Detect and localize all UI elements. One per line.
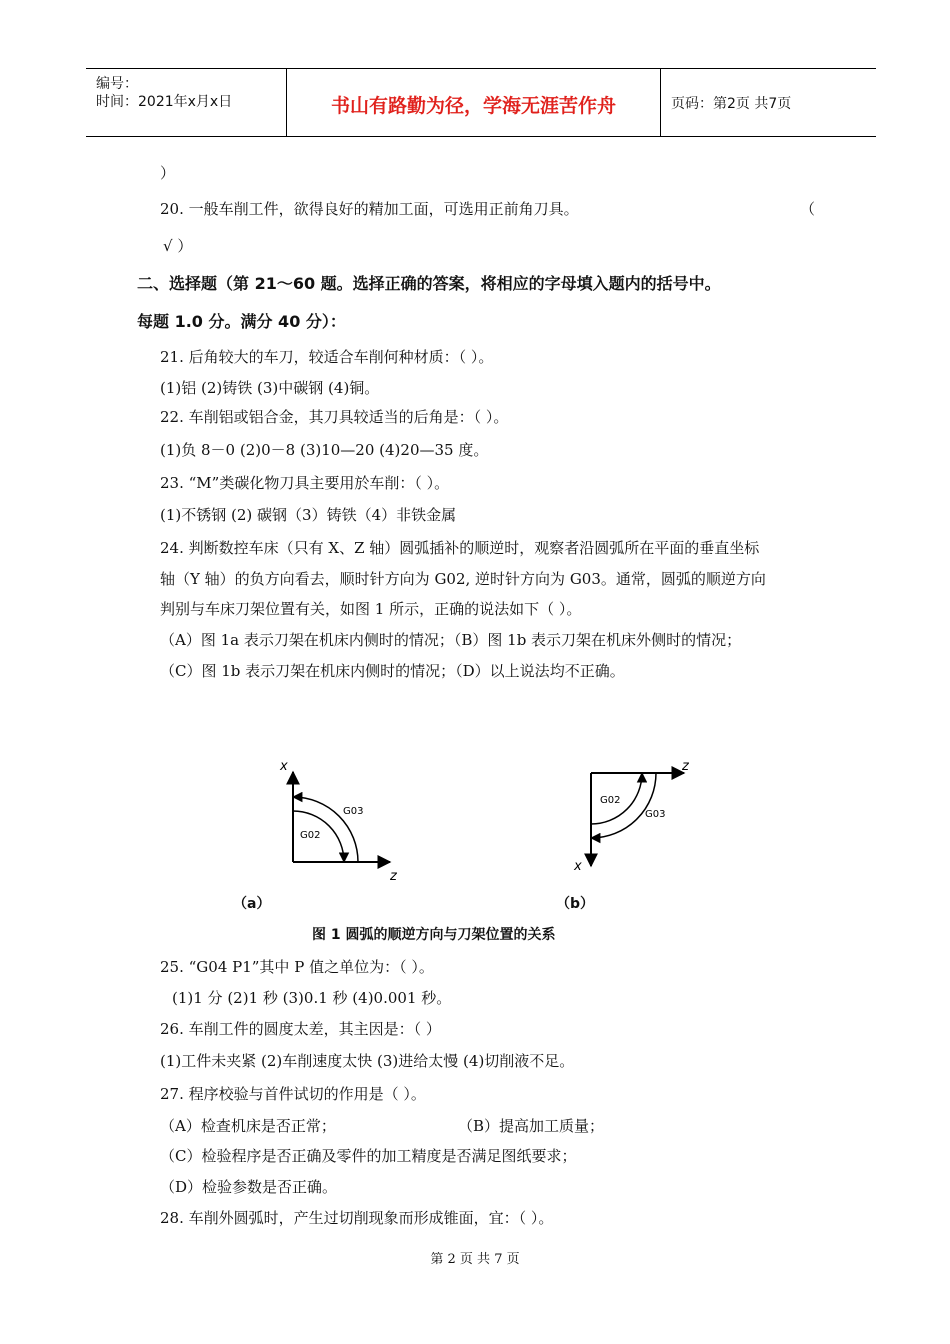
question-27-option-d: （D）检验参数是否正确。 xyxy=(160,1178,338,1196)
fig-a-z-label: z xyxy=(390,869,397,884)
question-22: 22. 车削铝或铝合金，其刀具较适当的后角是：（ ）。 xyxy=(160,408,509,426)
question-27-option-a: （A）检查机床是否正常； xyxy=(160,1117,336,1135)
motto: 书山有路勤为径，学海无涯苦作舟 xyxy=(330,95,616,117)
question-20: 20. 一般车削工件，欲得良好的精加工面，可选用正前角刀具。 xyxy=(160,200,579,218)
fig-a-caption: （a） xyxy=(233,896,271,912)
fig-b-g02-label: G02 xyxy=(600,795,621,806)
fig-b-z-label: z xyxy=(682,759,689,774)
figure-title: 图 1 圆弧的顺逆方向与刀架位置的关系 xyxy=(312,927,556,943)
question-24-cont: 判别与车床刀架位置有关，如图 1 所示，正确的说法如下（ ）。 xyxy=(160,600,582,618)
question-24: 24. 判断数控车床（只有 X、Z 轴）圆弧插补的顺逆时，观察者沿圆弧所在平面的垂直坐标 xyxy=(160,539,760,557)
section-heading-cont: 每题 1.0 分。满分 40 分）： xyxy=(137,312,346,331)
question-23-options: (1)不锈钢 (2) 碳钢（3）铸铁（4）非铁金属 xyxy=(160,506,457,524)
question-25: 25. “G04 P1”其中 P 值之单位为：（ ）。 xyxy=(160,958,434,976)
question-27-option-b: （B）提高加工质量； xyxy=(458,1117,605,1135)
figure-1a xyxy=(279,759,398,884)
fig-a-g02-label: G02 xyxy=(300,830,321,841)
fig-b-caption: （b） xyxy=(556,896,595,912)
question-24-cont: 轴（Y 轴）的负方向看去，顺时针方向为 G02, 逆时针方向为 G03。通常，圆弧的顺逆方向 xyxy=(160,570,766,588)
page-label: 页码：第2页 共7页 xyxy=(671,96,792,112)
text-line: ） xyxy=(160,164,176,182)
question-27-option-c: （C）检验程序是否正确及零件的加工精度是否满足图纸要求； xyxy=(160,1147,577,1165)
question-25-options: (1)1 分 (2)1 秒 (3)0.1 秒 (4)0.001 秒。 xyxy=(172,989,452,1007)
page-footer: 第 2 页 共 7 页 xyxy=(430,1252,520,1267)
question-20-answer: √ ） xyxy=(163,237,193,255)
question-27: 27. 程序校验与首件试切的作用是（ ）。 xyxy=(160,1085,426,1103)
figure-1b xyxy=(573,759,690,874)
question-20-paren: （ xyxy=(800,200,816,218)
question-23: 23. “M”类碳化物刀具主要用於车削：（ ）。 xyxy=(160,474,450,492)
time-label: 时间：2021年x月x日 xyxy=(96,94,233,110)
question-22-options: (1)负 8－0 (2)0－8 (3)10—20 (4)20—35 度。 xyxy=(160,441,489,459)
fig-b-x-label: x xyxy=(574,859,582,874)
question-21: 21. 后角较大的车刀，较适合车削何种材质：（ ）。 xyxy=(160,348,494,366)
question-26: 26. 车削工件的圆度太差，其主因是：（ ） xyxy=(160,1020,441,1038)
section-heading: 二、选择题（第 21～60 题。选择正确的答案，将相应的字母填入题内的括号中。 xyxy=(137,274,721,293)
fig-a-g03-label: G03 xyxy=(343,806,364,817)
serial-label: 编号： xyxy=(96,76,138,92)
question-21-options: (1)铝 (2)铸铁 (3)中碳钢 (4)铜。 xyxy=(160,379,380,397)
question-24-options: （C）图 1b 表示刀架在机床内侧时的情况；（D）以上说法均不正确。 xyxy=(160,662,625,680)
question-28: 28. 车削外圆弧时，产生过切削现象而形成锥面，宜：（ ）。 xyxy=(160,1209,554,1227)
question-24-options: （A）图 1a 表示刀架在机床内侧时的情况；（B）图 1b 表示刀架在机床外侧时的情况； xyxy=(160,631,742,649)
question-26-options: (1)工件未夹紧 (2)车削速度太快 (3)进给太慢 (4)切削液不足。 xyxy=(160,1052,575,1070)
fig-a-x-label: x xyxy=(280,759,288,774)
fig-b-g03-label: G03 xyxy=(645,809,666,820)
